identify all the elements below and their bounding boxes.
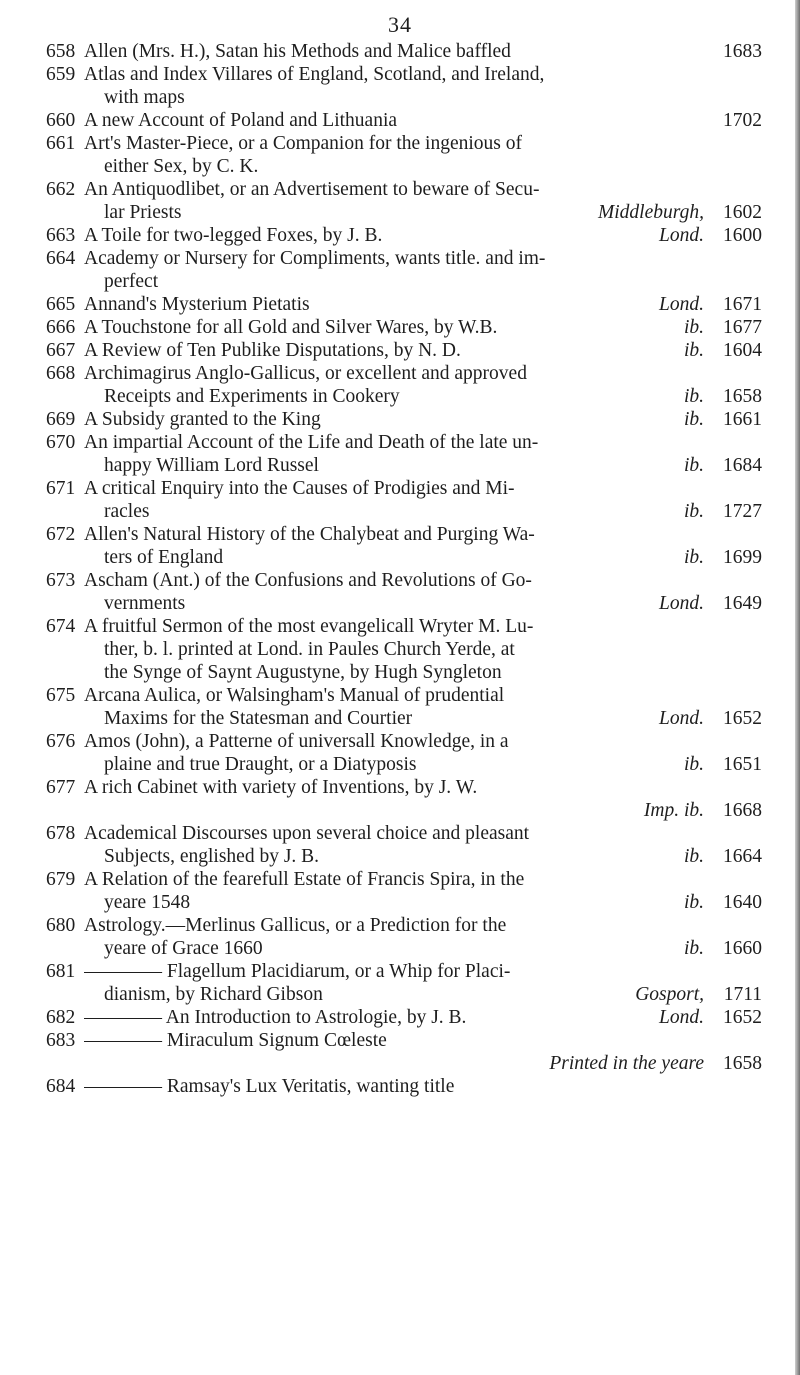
- entry-place: Printed in the yeare: [549, 1053, 704, 1074]
- entry-title-text: Academical Discourses upon several choice and pleasant: [84, 823, 530, 844]
- entry-line: [104, 845, 762, 868]
- entry-line: [104, 1052, 762, 1075]
- entry-title-text: dianism, by Richard Gibson: [104, 984, 323, 1005]
- entry-number: 667: [46, 340, 76, 361]
- entry-number: 663: [46, 225, 76, 246]
- entry-title-text: lar Priests: [104, 202, 182, 223]
- entry-number: 684: [46, 1076, 76, 1097]
- entry-title-text: Ascham (Ant.) of the Confusions and Revolutions of Go-: [84, 570, 532, 591]
- entry-year: 1658: [723, 386, 762, 407]
- catalogue-entry: [0, 684, 800, 730]
- entry-year: 1684: [723, 455, 762, 476]
- entry-year: 1699: [723, 547, 762, 568]
- catalogue-entry: [0, 477, 800, 523]
- catalogue-entry: [0, 293, 800, 316]
- entry-line: [104, 891, 762, 914]
- entry-number: 665: [46, 294, 76, 315]
- entry-place: Middleburgh,: [598, 202, 704, 223]
- catalogue-entry: [0, 615, 800, 684]
- entry-title-text: happy William Lord Russel: [104, 455, 319, 476]
- entry-title-text: plaine and true Draught, or a Diatyposis: [104, 754, 417, 775]
- entry-year: 1651: [723, 754, 762, 775]
- entry-line: [104, 799, 762, 822]
- entry-number: 661: [46, 133, 76, 154]
- entry-title-text: Astrology.—Merlinus Gallicus, or a Prediction for the: [84, 915, 507, 936]
- entry-number: 677: [46, 777, 76, 798]
- entry-title-text: ters of England: [104, 547, 224, 568]
- entry-line: [84, 109, 762, 132]
- entry-line: [84, 293, 762, 316]
- entry-title-text: An Antiquodlibet, or an Advertisement to beware of Secu-: [84, 179, 540, 200]
- catalogue-entry: [0, 868, 800, 914]
- entry-year: 1664: [723, 846, 762, 867]
- entry-line: [84, 960, 762, 983]
- entry-year: 1604: [723, 340, 762, 361]
- entry-year: 1652: [723, 1007, 762, 1028]
- entry-number: 659: [46, 64, 76, 85]
- catalogue-entry: [0, 1006, 800, 1029]
- entry-year: 1658: [723, 1053, 762, 1074]
- catalogue-entry: [0, 247, 800, 293]
- entry-number: 682: [46, 1007, 76, 1028]
- entry-number: 670: [46, 432, 76, 453]
- entry-place: Lond.: [659, 294, 704, 315]
- entry-title-text: the Synge of Saynt Augustyne, by Hugh Syngleton: [104, 662, 502, 683]
- catalogue-entry: [0, 431, 800, 477]
- entry-number: 671: [46, 478, 76, 499]
- entry-line: [84, 1029, 762, 1052]
- entry-title-text: An impartial Account of the Life and Death of the late un-: [84, 432, 539, 453]
- entry-title-text: Arcana Aulica, or Walsingham's Manual of prudential: [84, 685, 505, 706]
- entry-year: 1661: [723, 409, 762, 430]
- entry-place: Imp. ib.: [643, 800, 704, 821]
- entry-title-text: with maps: [104, 87, 185, 108]
- entry-number: 681: [46, 961, 76, 982]
- entry-title-text: Art's Master-Piece, or a Companion for the ingenious of: [84, 133, 522, 154]
- entry-line: [104, 546, 762, 569]
- entry-year: 1702: [723, 110, 762, 131]
- entry-place: ib.: [683, 547, 704, 568]
- entry-number: 676: [46, 731, 76, 752]
- entry-place: ib.: [683, 501, 704, 522]
- entry-title-text: A Subsidy granted to the King: [84, 409, 321, 430]
- entry-title-text: Allen (Mrs. H.), Satan his Methods and Malice baffled: [84, 41, 511, 62]
- catalogue-entry: [0, 776, 800, 822]
- page-number: 34: [388, 12, 412, 37]
- entry-title-text: Amos (John), a Patterne of universall Knowledge, in a: [84, 731, 509, 752]
- entry-line: [104, 707, 762, 730]
- entry-title-text: Atlas and Index Villares of England, Scotland, and Ireland,: [84, 64, 545, 85]
- entry-number: 662: [46, 179, 76, 200]
- entry-line: [84, 684, 762, 707]
- entry-place: ib.: [683, 938, 704, 959]
- catalogue-entry: [0, 1075, 800, 1098]
- catalogue-entry: [0, 40, 800, 63]
- entry-title-text: Receipts and Experiments in Cookery: [104, 386, 400, 407]
- catalogue-entry: [0, 224, 800, 247]
- entry-year: 1640: [723, 892, 762, 913]
- entry-line: [104, 270, 762, 293]
- entry-line: [84, 868, 762, 891]
- entry-title-text: ———— Ramsay's Lux Veritatis, wanting title: [84, 1076, 455, 1097]
- entry-line: [84, 431, 762, 454]
- entry-line: [84, 247, 762, 270]
- catalogue-entry: [0, 523, 800, 569]
- entry-title-text: ———— An Introduction to Astrologie, by J. B.: [84, 1007, 467, 1028]
- entry-title-text: yeare of Grace 1660: [104, 938, 263, 959]
- entry-year: 1649: [723, 593, 762, 614]
- entry-title-text: A fruitful Sermon of the most evangelicall Wryter M. Lu-: [84, 616, 534, 637]
- entry-place: ib.: [683, 754, 704, 775]
- entry-title-text: A Toile for two-legged Foxes, by J. B.: [84, 225, 383, 246]
- entry-line: [104, 500, 762, 523]
- catalogue-entry: [0, 1029, 800, 1075]
- entry-line: [84, 178, 762, 201]
- entry-year: 1668: [723, 800, 762, 821]
- entry-number: 672: [46, 524, 76, 545]
- entry-number: 658: [46, 41, 76, 62]
- entry-line: [84, 730, 762, 753]
- entry-title-text: A Review of Ten Publike Disputations, by N. D.: [84, 340, 461, 361]
- entry-year: 1727: [723, 501, 762, 522]
- entry-title-text: A critical Enquiry into the Causes of Prodigies and Mi-: [84, 478, 515, 499]
- catalogue-entry: [0, 339, 800, 362]
- entry-title-text: ther, b. l. printed at Lond. in Paules Church Yerde, at: [104, 639, 515, 660]
- catalogue-entry: [0, 132, 800, 178]
- entry-line: [84, 615, 762, 638]
- entry-number: 683: [46, 1030, 76, 1051]
- catalogue-entry: [0, 316, 800, 339]
- entry-place: ib.: [683, 892, 704, 913]
- entry-title-text: yeare 1548: [104, 892, 191, 913]
- entry-place: ib.: [683, 455, 704, 476]
- entry-line: [84, 339, 762, 362]
- entry-line: [104, 661, 762, 684]
- catalogue-entries: [0, 40, 800, 1098]
- entry-line: [104, 753, 762, 776]
- entry-line: [84, 1075, 762, 1098]
- catalogue-entry: [0, 569, 800, 615]
- entry-year: 1602: [723, 202, 762, 223]
- entry-number: 680: [46, 915, 76, 936]
- entry-number: 675: [46, 685, 76, 706]
- entry-title-text: Annand's Mysterium Pietatis: [84, 294, 310, 315]
- entry-number: 668: [46, 363, 76, 384]
- entry-title-text: Maxims for the Statesman and Courtier: [104, 708, 413, 729]
- entry-number: 664: [46, 248, 76, 269]
- entry-line: [104, 86, 762, 109]
- entry-title-text: Archimagirus Anglo-Gallicus, or excellent and approved: [84, 363, 527, 384]
- entry-title-text: either Sex, by C. K.: [104, 156, 259, 177]
- entry-title-text: Subjects, englished by J. B.: [104, 846, 320, 867]
- entry-line: [84, 1006, 762, 1029]
- entry-place: Lond.: [659, 1007, 704, 1028]
- entry-line: [104, 385, 762, 408]
- entry-title-text: racles: [104, 501, 150, 522]
- entry-title-text: A rich Cabinet with variety of Inventions, by J. W.: [84, 777, 478, 798]
- catalogue-entry: [0, 408, 800, 431]
- entry-line: [104, 155, 762, 178]
- catalogue-entry: [0, 109, 800, 132]
- entry-place: Lond.: [659, 225, 704, 246]
- entry-line: [104, 937, 762, 960]
- entry-line: [84, 63, 762, 86]
- entry-title-text: perfect: [104, 271, 159, 292]
- entry-place: ib.: [683, 846, 704, 867]
- entry-line: [104, 454, 762, 477]
- entry-year: 1600: [723, 225, 762, 246]
- entry-title-text: ———— Miraculum Signum Cœleste: [84, 1030, 387, 1051]
- entry-title-text: Allen's Natural History of the Chalybeat and Purging Wa-: [84, 524, 535, 545]
- entry-line: [84, 914, 762, 937]
- entry-title-text: vernments: [104, 593, 186, 614]
- entry-line: [104, 201, 762, 224]
- entry-place: ib.: [683, 386, 704, 407]
- entry-title-text: A Relation of the fearefull Estate of Francis Spira, in the: [84, 869, 525, 890]
- entry-year: 1677: [723, 317, 762, 338]
- entry-line: [84, 569, 762, 592]
- entry-place: ib.: [683, 317, 704, 338]
- catalogue-entry: [0, 362, 800, 408]
- catalogue-entry: [0, 63, 800, 109]
- catalogue-entry: [0, 914, 800, 960]
- entry-place: ib.: [683, 409, 704, 430]
- entry-line: [84, 408, 762, 431]
- entry-line: [84, 40, 762, 63]
- entry-place: Lond.: [659, 708, 704, 729]
- entry-year: 1652: [723, 708, 762, 729]
- entry-place: Gosport,: [635, 984, 704, 1005]
- entry-line: [84, 477, 762, 500]
- entry-place: Lond.: [659, 593, 704, 614]
- entry-line: [84, 224, 762, 247]
- entry-number: 674: [46, 616, 76, 637]
- catalogue-entry: [0, 822, 800, 868]
- entry-number: 673: [46, 570, 76, 591]
- catalogue-entry: [0, 730, 800, 776]
- entry-place: ib.: [683, 340, 704, 361]
- entry-year: 1671: [723, 294, 762, 315]
- entry-title-text: A Touchstone for all Gold and Silver Wares, by W.B.: [84, 317, 498, 338]
- entry-number: 678: [46, 823, 76, 844]
- entry-line: [104, 638, 762, 661]
- entry-line: [104, 592, 762, 615]
- entry-line: [84, 132, 762, 155]
- entry-line: [84, 776, 762, 799]
- entry-line: [84, 822, 762, 845]
- entry-title-text: ———— Flagellum Placidiarum, or a Whip for Placi-: [84, 961, 511, 982]
- entry-number: 666: [46, 317, 76, 338]
- entry-line: [104, 983, 762, 1006]
- entry-year: 1683: [723, 41, 762, 62]
- catalogue-entry: [0, 960, 800, 1006]
- entry-title-text: Academy or Nursery for Compliments, wants title. and im-: [84, 248, 546, 269]
- entry-line: [84, 362, 762, 385]
- entry-number: 660: [46, 110, 76, 131]
- entry-title-text: A new Account of Poland and Lithuania: [84, 110, 398, 131]
- catalogue-entry: [0, 178, 800, 224]
- entry-number: 679: [46, 869, 76, 890]
- entry-year: 1711: [723, 984, 762, 1005]
- entry-number: 669: [46, 409, 76, 430]
- entry-year: 1660: [723, 938, 762, 959]
- entry-line: [84, 523, 762, 546]
- entry-line: [84, 316, 762, 339]
